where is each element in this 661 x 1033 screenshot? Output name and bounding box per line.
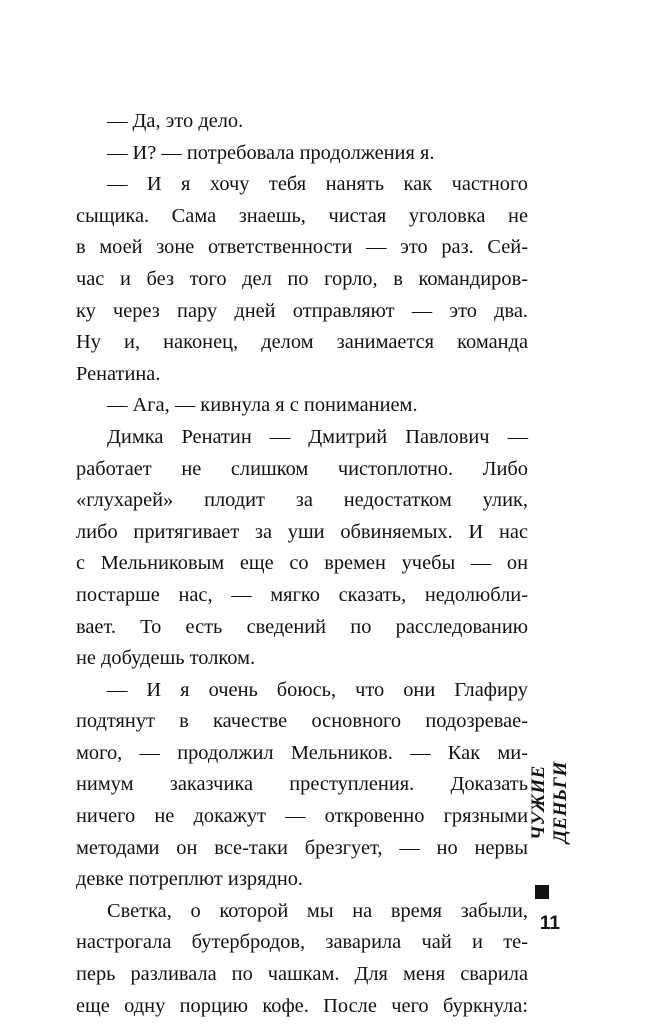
text-line: еще одну порцию кофе. После чего буркнула: xyxy=(76,994,528,1017)
text-line: — И? — потребовала продолжения я. xyxy=(107,141,435,164)
text-line: подтянут в качестве основного подозревае- xyxy=(76,710,528,733)
text-line: Светка, о которой мы на время забыли, xyxy=(107,899,528,922)
decorative-square-icon xyxy=(535,885,549,899)
text-line: постарше нас, — мягко сказать, недолюбли- xyxy=(76,583,528,606)
text-line: сыщика. Сама знаешь, чистая уголовка не xyxy=(76,204,528,227)
text-line: ничего не докажут — откровенно грязными xyxy=(76,805,528,828)
text-line: в моей зоне ответственности — это раз. Сей- xyxy=(76,236,528,259)
running-title: ЧУЖИЕ ДЕНЬГИ xyxy=(528,761,571,844)
text-line: час и без того дел по горло, в командиров- xyxy=(76,267,528,290)
text-line: перь разливала по чашкам. Для меня сварила xyxy=(76,963,528,986)
text-line: не добудешь толком. xyxy=(76,647,256,670)
text-line: с Мельниковым еще со времен учебы — он xyxy=(76,552,528,575)
text-line: — Ага, — кивнула я с пониманием. xyxy=(107,394,418,417)
text-line: либо притягивает за уши обвиняемых. И нас xyxy=(76,520,528,543)
text-line: — Да, это дело. xyxy=(107,110,244,132)
text-line: мого, — продолжил Мельников. — Как ми- xyxy=(76,741,528,764)
text-line: — И я очень боюсь, что они Глафиру xyxy=(107,678,528,701)
text-line: Ну и, наконец, делом занимается команда xyxy=(76,331,528,354)
page-number: 11 xyxy=(539,913,560,934)
text-line: девке потреплют изрядно. xyxy=(76,868,304,891)
text-line: — И я хочу тебя нанять как частного xyxy=(107,173,528,196)
text-line: Ренатина. xyxy=(76,362,161,385)
text-line: вает. То есть сведений по расследованию xyxy=(76,615,528,638)
text-line: «глухарей» плодит за недостатком улик, xyxy=(76,489,528,512)
text-line: работает не слишком чистоплотно. Либо xyxy=(76,457,528,480)
text-line: настрогала бутербродов, заварила чай и те- xyxy=(76,931,528,954)
body-text xyxy=(76,106,528,1022)
text-line: методами он все-таки брезгует, — но нервы xyxy=(76,836,528,859)
text-line: ку через пару дней отправляют — это два. xyxy=(76,299,528,322)
text-line: Димка Ренатин — Дмитрий Павлович — xyxy=(107,425,528,448)
text-line: нимум заказчика преступления. Доказать xyxy=(76,773,528,796)
